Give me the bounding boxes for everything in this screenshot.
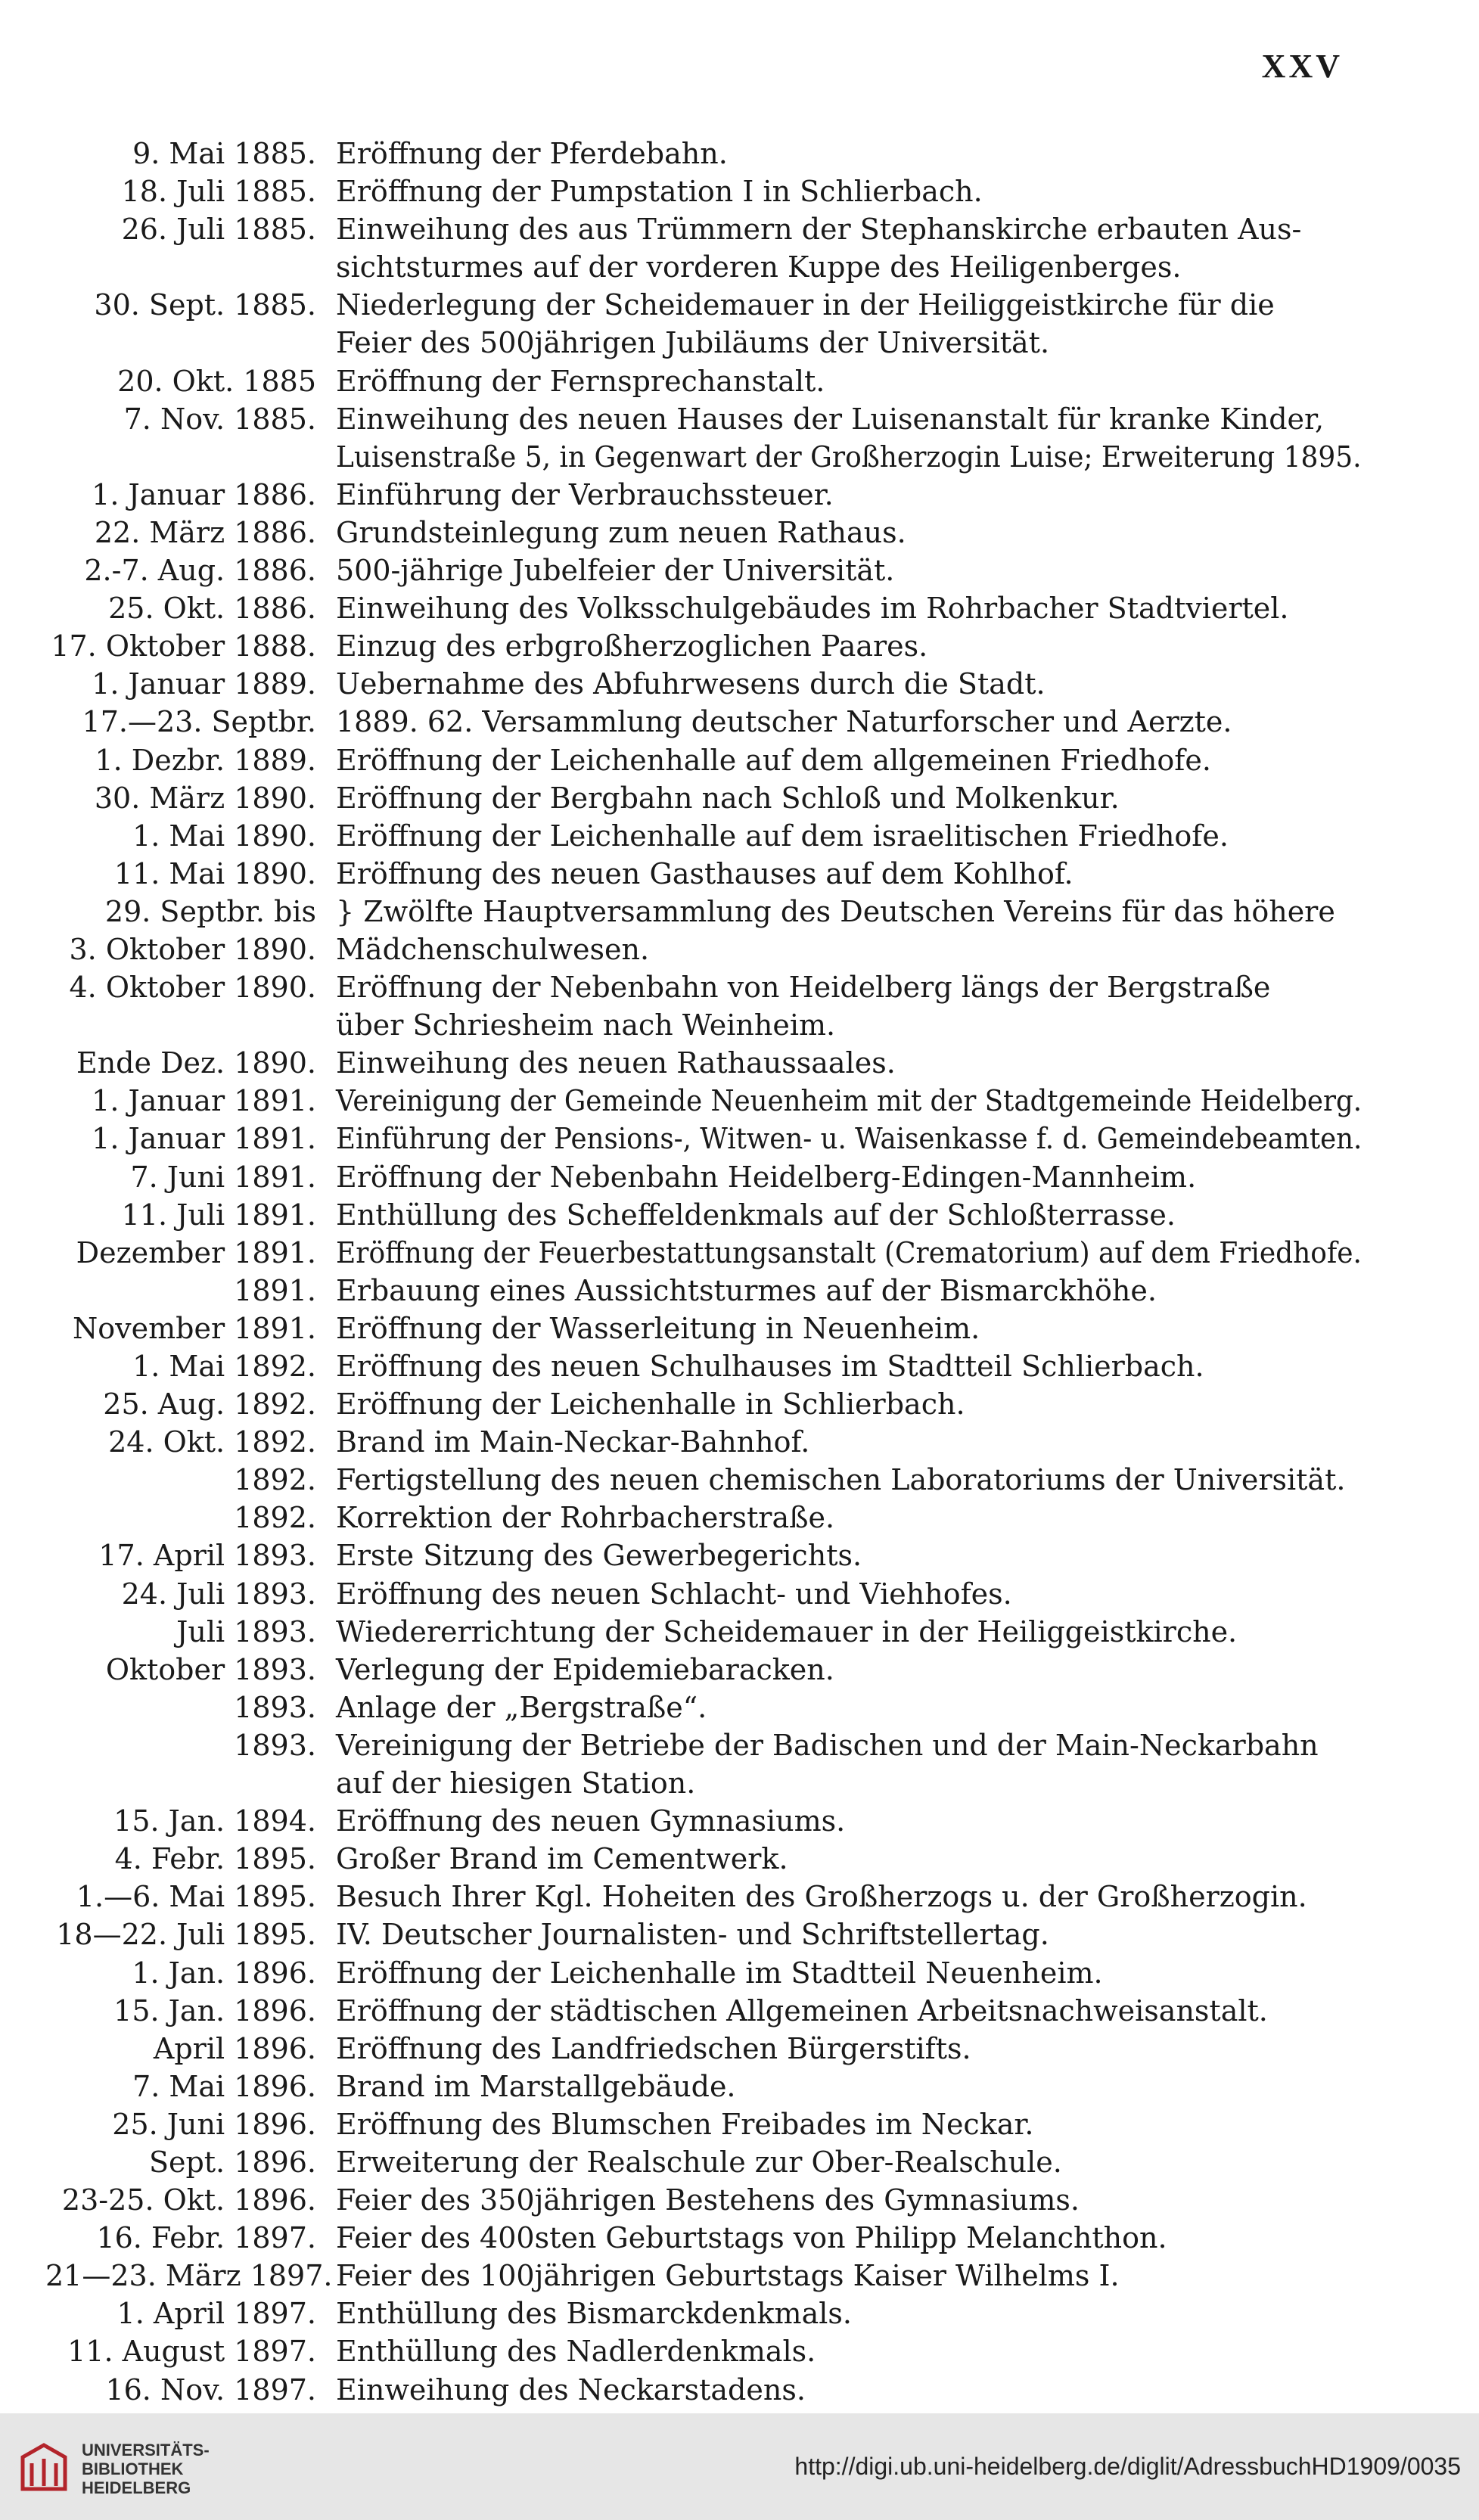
entry-event-line: Eröffnung des neuen Schlacht- und Viehhofes. [336, 1577, 1012, 1611]
entry-event-line: sichtsturmes auf der vorderen Kuppe des Heiligenberges. [336, 250, 1182, 284]
entry-event-line: Eröffnung der Leichenhalle auf dem allgemeinen Friedhofe. [336, 743, 1211, 777]
entry-date: 1. Januar 1891. [92, 1122, 316, 1156]
chronicle-entry [45, 2143, 1362, 2181]
entry-event-line: Einweihung des neuen Hauses der Luisenanstalt für kranke Kinder, [336, 402, 1325, 436]
entry-event-line: Eröffnung der Bergbahn nach Schloß und Molkenkur. [336, 781, 1120, 815]
entry-date: 1. Mai 1890. [132, 819, 316, 853]
entry-event-line: Brand im Marstallgebäude. [336, 2069, 736, 2103]
entry-event-line: Eröffnung der Fernsprechanstalt. [336, 364, 825, 398]
chronicle-entry [45, 172, 1362, 210]
entry-event [336, 514, 1362, 552]
entry-date: 22. März 1886. [94, 515, 316, 549]
entry-event [336, 1916, 1362, 1953]
entry-event [336, 968, 1362, 1044]
chronicle-entry [45, 1726, 1362, 1802]
entry-date: 30. Sept. 1885. [94, 288, 316, 322]
chronicle-entry [45, 1916, 1362, 1953]
entry-date: Ende Dez. 1890. [76, 1046, 316, 1080]
chronicle-entry [45, 589, 1362, 627]
entry-event-line: Eröffnung der Nebenbahn von Heidelberg längs der Bergstraße [336, 971, 1271, 1005]
entry-event-line: Eröffnung der Leichenhalle im Stadtteil Neuenheim. [336, 1956, 1103, 1990]
chronicle-entry [45, 665, 1362, 703]
chronicle-entry [45, 400, 1362, 476]
chronicle-entry [45, 2295, 1362, 2332]
chronicle-entry [45, 2219, 1362, 2257]
entry-event-line: 500-jährige Jubelfeier der Universität. [336, 554, 895, 588]
entry-date: 25. Juni 1896. [112, 2107, 316, 2141]
entry-event-line: Anlage der „Bergstraße“. [336, 1690, 707, 1724]
entry-event [336, 552, 1362, 589]
chronicle-entry [45, 1992, 1362, 2030]
entry-event-line: Enthüllung des Scheffeldenkmals auf der Schloßterrasse. [336, 1198, 1176, 1232]
entry-event-line: Vereinigung der Betriebe der Badischen und der Main-Neckarbahn [336, 1728, 1319, 1762]
entry-event [336, 286, 1362, 362]
entry-date: 17. April 1893. [98, 1539, 316, 1573]
entry-event [336, 1992, 1362, 2030]
entry-event [336, 1726, 1362, 1802]
entry-date: 17.—23. Septbr. [82, 705, 316, 739]
entry-date: 1892. [234, 1501, 316, 1535]
entry-event-line: 1889. 62. Versammlung deutscher Naturforscher und Aerzte. [336, 705, 1232, 739]
entry-date: November 1891. [73, 1311, 316, 1345]
entry-date: 1. Dezbr. 1889. [95, 743, 316, 777]
chronicle-entry [45, 817, 1362, 855]
entry-event-line: Korrektion der Rohrbacherstraße. [336, 1501, 835, 1535]
entry-date: 15. Jan. 1896. [113, 1993, 316, 2027]
entry-event-line: Eröffnung des neuen Gymnasiums. [336, 1804, 846, 1838]
entry-event-line: auf der hiesigen Station. [336, 1766, 696, 1801]
entry-event-line: Brand im Main-Neckar-Bahnhof. [336, 1425, 810, 1459]
entry-event-line: Eröffnung des neuen Gasthauses auf dem Kohlhof. [336, 856, 1074, 890]
entry-event [336, 135, 1362, 172]
entry-date: 1. Jan. 1896. [132, 1956, 316, 1990]
entry-event-line: Feier des 500jährigen Jubiläums der Universität. [336, 326, 1050, 360]
entry-date: 20. Okt. 1885 [117, 364, 316, 398]
entry-event [336, 665, 1362, 703]
entry-event [336, 1651, 1362, 1689]
library-name [82, 2441, 210, 2497]
chronicle-entry [45, 779, 1362, 817]
entry-date: 7. Juni 1891. [130, 1160, 316, 1194]
entry-event [336, 1689, 1362, 1726]
chronicle-entry [45, 703, 1362, 741]
page-number: XXV [1261, 48, 1343, 85]
entry-date: 7. Nov. 1885. [123, 402, 316, 436]
entry-event [336, 1272, 1362, 1310]
chronicle-entry [45, 2105, 1362, 2143]
entry-date: 25. Okt. 1886. [108, 592, 316, 626]
entry-event [336, 1044, 1362, 1082]
entry-event [336, 172, 1362, 210]
entry-event [336, 1537, 1362, 1574]
entry-event [336, 476, 1362, 514]
entry-date: 1. Mai 1892. [132, 1350, 316, 1383]
entry-event-line: Eröffnung des Blumschen Freibades im Neckar. [336, 2107, 1034, 2141]
entry-date: 2.-7. Aug. 1886. [84, 554, 316, 588]
entry-date: 15. Jan. 1894. [113, 1804, 316, 1838]
entry-event-line: Luisenstraße 5, in Gegenwart der Großherzogin Luise; Erweiterung 1895. [336, 440, 1362, 474]
entry-event-line: Feier des 400sten Geburtstags von Philipp Melanchthon. [336, 2221, 1167, 2255]
chronicle-entry [45, 1272, 1362, 1310]
chronicle-entry [45, 210, 1362, 286]
entry-date: 4. Febr. 1895. [114, 1842, 316, 1876]
library-name-line-1: UNIVERSITÄTS- [82, 2441, 210, 2459]
chronicle-entry [45, 1499, 1362, 1537]
entry-event-line: Enthüllung des Nadlerdenkmals. [336, 2335, 816, 2369]
chronicle-entry [45, 1878, 1362, 1916]
entry-date: 18—22. Juli 1895. [56, 1918, 316, 1952]
entry-event [336, 1954, 1362, 1992]
entry-event [336, 1196, 1362, 1234]
entry-event-line: Einführung der Pensions-, Witwen- u. Waisenkasse f. d. Gemeindebeamten. [336, 1122, 1362, 1156]
entry-event-line: Eröffnung der Pumpstation I in Schlierbach. [336, 175, 983, 209]
entry-event [336, 1158, 1362, 1196]
entry-event-line: Eröffnung des neuen Schulhauses im Stadtteil Schlierbach. [336, 1350, 1204, 1383]
chronicle-entry [45, 893, 1362, 931]
entry-event-line: Niederlegung der Scheidemauer in der Heiliggeistkirche für die [336, 288, 1275, 322]
entry-event-line: Grundsteinlegung zum neuen Rathaus. [336, 515, 906, 549]
chronicle-entry [45, 1120, 1362, 1157]
entry-event [336, 400, 1362, 476]
entry-date: 1. Januar 1889. [92, 667, 316, 701]
entry-date: 16. Febr. 1897. [96, 2221, 316, 2255]
entry-event [336, 2219, 1362, 2257]
entry-event [336, 2143, 1362, 2181]
entry-date: 26. Juli 1885. [121, 213, 316, 247]
chronicle-entry [45, 286, 1362, 362]
entry-event-line: Mädchenschulwesen. [336, 932, 650, 966]
entry-date: 30. März 1890. [94, 781, 316, 815]
entry-date: 1. April 1897. [117, 2297, 316, 2331]
chronicle-entry [45, 2257, 1362, 2295]
entry-event-line: Eröffnung der Leichenhalle auf dem israelitischen Friedhofe. [336, 819, 1229, 853]
entry-event [336, 1461, 1362, 1499]
entry-event [336, 1082, 1362, 1120]
chronicle-entry [45, 2181, 1362, 2219]
entry-event [336, 893, 1362, 931]
chronicle-entry [45, 552, 1362, 589]
entry-date: 1. Januar 1891. [92, 1084, 316, 1118]
entry-event [336, 1575, 1362, 1613]
entry-event [336, 741, 1362, 779]
entry-event-line: Vereinigung der Gemeinde Neuenheim mit der Stadtgemeinde Heidelberg. [336, 1084, 1362, 1118]
entry-event-line: Einweihung des Volksschulgebäudes im Rohrbacher Stadtviertel. [336, 592, 1289, 626]
entry-date: 23-25. Okt. 1896. [61, 2183, 316, 2217]
entry-date: 29. Septbr. bis [104, 894, 316, 928]
entry-event-line: Eröffnung der Nebenbahn Heidelberg-Edingen-Mannheim. [336, 1160, 1197, 1194]
chronicle-entry [45, 1082, 1362, 1120]
entry-date: 3. Oktober 1890. [69, 932, 316, 966]
chronicle-entry [45, 2332, 1362, 2370]
chronicle-entry [45, 627, 1362, 665]
entry-event [336, 1234, 1362, 1272]
entry-date: 4. Oktober 1890. [69, 971, 316, 1005]
entry-date: 11. August 1897. [67, 2335, 316, 2369]
entry-event [336, 1385, 1362, 1423]
entry-event [336, 1613, 1362, 1651]
chronicle-entry [45, 1044, 1362, 1082]
entry-event [336, 589, 1362, 627]
entry-date: 1892. [234, 1463, 316, 1497]
entry-event [336, 855, 1362, 893]
entry-event [336, 1120, 1362, 1157]
entry-event-line: Einweihung des Neckarstadens. [336, 2372, 806, 2407]
entry-event [336, 2030, 1362, 2068]
chronicle-entry [45, 514, 1362, 552]
entry-event-line: Einweihung des aus Trümmern der Stephanskirche erbauten Aus- [336, 213, 1302, 247]
entry-event [336, 931, 1362, 968]
entry-event-line: Einweihung des neuen Rathaussaales. [336, 1046, 896, 1080]
entry-event-line: Eröffnung der städtischen Allgemeinen Arbeitsnachweisanstalt. [336, 1993, 1268, 2027]
chronicle-entry [45, 1461, 1362, 1499]
entry-date: 1891. [234, 1273, 316, 1307]
entry-event [336, 1499, 1362, 1537]
entry-event [336, 817, 1362, 855]
chronicle-entry [45, 855, 1362, 893]
entry-date: 18. Juli 1885. [121, 175, 316, 209]
entry-event-line: IV. Deutscher Journalisten- und Schriftstellertag. [336, 1918, 1049, 1952]
entry-date: 7. Mai 1896. [132, 2069, 316, 2103]
chronicle-entry [45, 362, 1362, 400]
entry-date: 24. Juli 1893. [121, 1577, 316, 1611]
entry-date: Juli 1893. [176, 1614, 316, 1648]
entry-date: 1.—6. Mai 1895. [76, 1880, 316, 1914]
chronicle-entry [45, 2030, 1362, 2068]
entry-event-line: Eröffnung der Feuerbestattungsanstalt (Crematorium) auf dem Friedhofe. [336, 1235, 1362, 1269]
source-url[interactable]: http://digi.ub.uni-heidelberg.de/diglit/AdressbuchHD1909/0035 [794, 2453, 1461, 2480]
entry-event [336, 2068, 1362, 2105]
entry-event-line: Enthüllung des Bismarckdenkmals. [336, 2297, 852, 2331]
entry-date: 21—23. März 1897. [45, 2259, 333, 2293]
chronicle-entry [45, 1954, 1362, 1992]
entry-event-line: Wiedererrichtung der Scheidemauer in der Heiliggeistkirche. [336, 1614, 1238, 1648]
entry-event-line: Erste Sitzung des Gewerbegerichts. [336, 1539, 862, 1573]
entry-date: Dezember 1891. [76, 1235, 316, 1269]
chronicle-entry [45, 741, 1362, 779]
chronicle-list [45, 135, 1362, 2409]
entry-event-line: Eröffnung der Pferdebahn. [336, 137, 728, 170]
entry-date: 1. Januar 1886. [92, 477, 316, 511]
chronicle-entry [45, 931, 1362, 968]
chronicle-entry [45, 968, 1362, 1044]
chronicle-entry [45, 476, 1362, 514]
entry-event-line: Erbauung eines Aussichtsturmes auf der Bismarckhöhe. [336, 1273, 1157, 1307]
entry-event-line: Verlegung der Epidemiebaracken. [336, 1652, 834, 1686]
chronicle-entry [45, 2068, 1362, 2105]
entry-event-line: Eröffnung der Wasserleitung in Neuenheim. [336, 1311, 980, 1345]
chronicle-entry [45, 1196, 1362, 1234]
entry-event-line: Feier des 350jährigen Bestehens des Gymnasiums. [336, 2183, 1080, 2217]
entry-date: 1893. [234, 1728, 316, 1762]
entry-event-line: über Schriesheim nach Weinheim. [336, 1008, 836, 1042]
entry-event [336, 2257, 1362, 2295]
entry-date: 11. Mai 1890. [113, 856, 316, 890]
chronicle-entry [45, 1689, 1362, 1726]
entry-event [336, 1878, 1362, 1916]
chronicle-entry [45, 1537, 1362, 1574]
chronicle-entry [45, 1613, 1362, 1651]
entry-date: 1893. [234, 1690, 316, 1724]
entry-event [336, 1802, 1362, 1840]
library-name-line-2: BIBLIOTHEK [82, 2459, 184, 2478]
entry-event-line: Feier des 100jährigen Geburtstags Kaiser Wilhelms I. [336, 2259, 1120, 2293]
chronicle-entry [45, 1651, 1362, 1689]
entry-event [336, 703, 1362, 741]
entry-event-line: Großer Brand im Cementwerk. [336, 1842, 788, 1876]
entry-event [336, 2371, 1362, 2409]
entry-date: 16. Nov. 1897. [105, 2372, 316, 2407]
entry-event [336, 362, 1362, 400]
entry-event [336, 210, 1362, 286]
entry-date: April 1896. [153, 2031, 316, 2065]
entry-event-line: Eröffnung des Landfriedschen Bürgerstifts. [336, 2031, 971, 2065]
entry-event [336, 2105, 1362, 2143]
footer-bar [0, 2413, 1479, 2520]
chronicle-entry [45, 135, 1362, 172]
entry-event-line: Uebernahme des Abfuhrwesens durch die Stadt. [336, 667, 1046, 701]
chronicle-entry [45, 2371, 1362, 2409]
entry-date: 17. Oktober 1888. [51, 629, 316, 663]
library-name-line-3: HEIDELBERG [82, 2478, 191, 2497]
entry-event-line: Besuch Ihrer Kgl. Hoheiten des Großherzogs u. der Großherzogin. [336, 1880, 1307, 1914]
entry-event [336, 2295, 1362, 2332]
chronicle-entry [45, 1310, 1362, 1347]
entry-date: 25. Aug. 1892. [103, 1387, 316, 1422]
entry-date: 24. Okt. 1892. [108, 1425, 316, 1459]
entry-event [336, 1310, 1362, 1347]
chronicle-entry [45, 1234, 1362, 1272]
entry-date: 11. Juli 1891. [121, 1198, 316, 1232]
entry-event [336, 1423, 1362, 1461]
entry-event [336, 627, 1362, 665]
entry-event-line: } Zwölfte Hauptversammlung des Deutschen Vereins für das höhere [336, 894, 1335, 928]
entry-event-line: Erweiterung der Realschule zur Ober-Realschule. [336, 2145, 1062, 2179]
entry-event [336, 2332, 1362, 2370]
entry-event-line: Fertigstellung des neuen chemischen Laboratoriums der Universität. [336, 1463, 1346, 1497]
entry-event-line: Einzug des erbgroßherzoglichen Paares. [336, 629, 928, 663]
chronicle-entry [45, 1802, 1362, 1840]
chronicle-entry [45, 1347, 1362, 1385]
entry-date: Sept. 1896. [148, 2145, 316, 2179]
entry-event-line: Einführung der Verbrauchssteuer. [336, 477, 834, 511]
entry-date: Oktober 1893. [105, 1652, 316, 1686]
library-seal-icon [17, 2441, 71, 2495]
chronicle-entry [45, 1158, 1362, 1196]
chronicle-entry [45, 1423, 1362, 1461]
chronicle-entry [45, 1385, 1362, 1423]
entry-event [336, 1347, 1362, 1385]
entry-event [336, 779, 1362, 817]
entry-event [336, 1840, 1362, 1878]
chronicle-entry [45, 1840, 1362, 1878]
entry-event [336, 2181, 1362, 2219]
entry-event-line: Eröffnung der Leichenhalle in Schlierbach. [336, 1387, 965, 1422]
chronicle-entry [45, 1575, 1362, 1613]
entry-date: 9. Mai 1885. [132, 137, 316, 170]
